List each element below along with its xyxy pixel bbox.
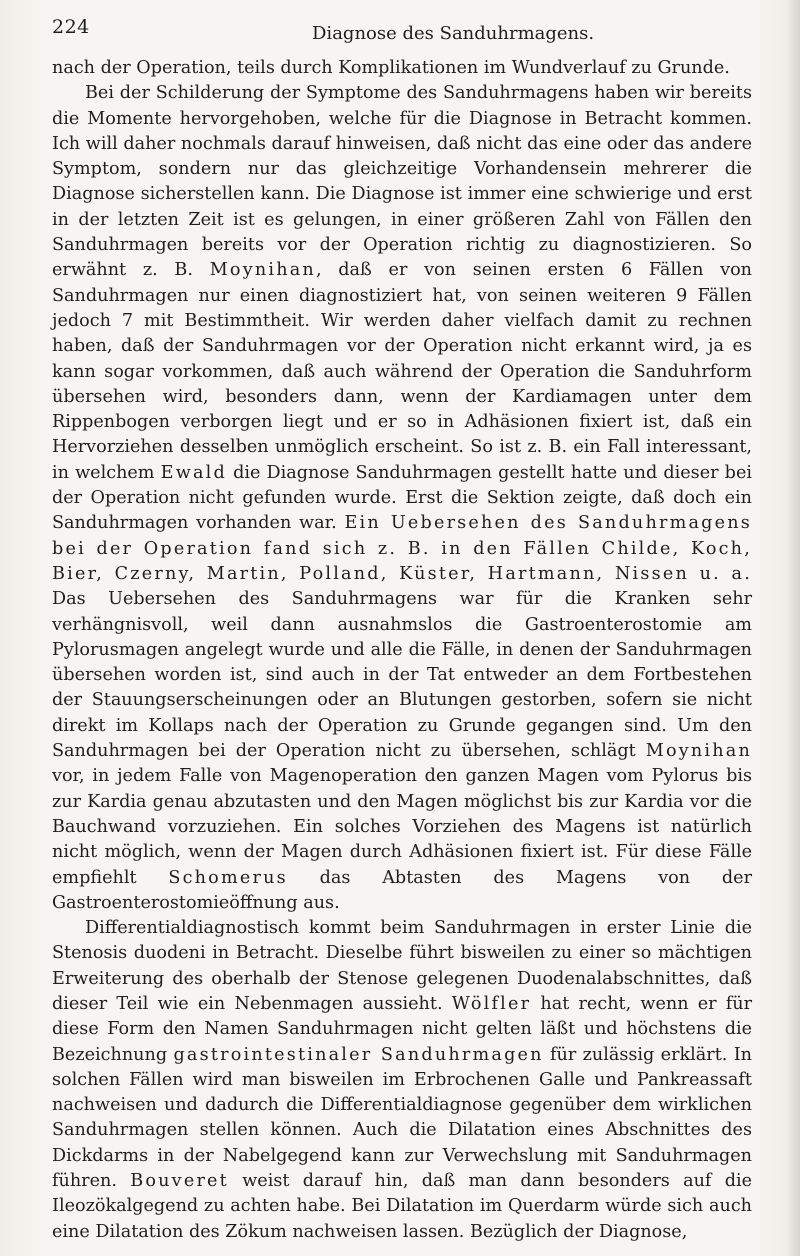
paragraph-text: vor, in jedem Falle von Magenoperation den ganzen Magen vom Pylorus bis zur Kardia genau abzutasten und den Magen möglichst bis zur Kardia vor die Bauchwand vorzuziehen. Ein solches Vorziehen des Magens ist natürlich nicht möglich, wenn der Magen durch Adhäsionen fixiert ist. Für diese Fälle empfiehlt xyxy=(52,766,752,888)
paragraph xyxy=(52,916,752,1245)
paragraph-text: die Diagnose Sanduhrmagen gestellt hatte und dieser bei der Operation nicht gefunden wurde. Erst die Sektion zeigte, daß doch ein Sanduhrmagen vorhanden war. xyxy=(52,462,752,534)
paragraph-text: Differentialdiagnostisch kommt beim Sanduhrmagen in erster Linie die Stenosis duodeni in Betracht. Dieselbe führt bisweilen zu einer so mächtigen Erweiterung des oberhalb der Stenose gelegenen Duodenalabschnittes, daß dieser Teil wie ein Nebenmagen aussieht. xyxy=(52,918,752,1014)
page-number: 224 xyxy=(52,16,90,38)
spaced-name-text: Bouveret xyxy=(130,1171,229,1192)
paragraph xyxy=(52,56,752,81)
running-head: Diagnose des Sanduhrmagens. xyxy=(312,23,595,44)
paragraph-text: , daß er von seinen ersten 6 Fällen von Sanduhrmagen nur einen diagnostiziert hat, von seinen weiteren 9 Fällen jedoch 7 mit Bestimmtheit. Wir werden daher vielfach damit zu rechnen haben, daß der Sanduhrmagen vor der Operation nicht erkannt wird, ja es kann sogar vorkommen, daß auch während der Operation die Sanduhrform übersehen wird, besonders dann, wenn der Kardiamagen unter dem Rippenbogen verborgen liegt und er so in Adhäsionen fixiert ist, daß ein Hervorziehen desselben unmöglich erscheint. So ist z. B. ein Fall interessant, in welchem xyxy=(52,260,752,483)
spaced-name-text: Schomerus xyxy=(168,867,288,888)
paragraph-text: Das Uebersehen des Sanduhrmagens war für die Kranken sehr verhängnisvoll, weil dann ausnahmslos die Gastroenterostomie am Pylorusmagen angelegt wurde und alle die Fälle, in denen der Sanduhrmagen übersehen worden ist, sind auch in der Tat entweder an dem Fortbestehen der Stauungserscheinungen oder an Blutungen gestorben, sofern sie nicht direkt im Kollaps nach der Operation zu Grunde gegangen sind. Um den Sanduhrmagen bei der Operation nicht zu übersehen, schlägt xyxy=(52,589,752,762)
page-header xyxy=(52,16,752,52)
spaced-name-text: gastrointestinaler Sanduhrmagen xyxy=(173,1044,544,1065)
spaced-name-text: Ein Uebersehen des Sanduhrmagens bei der Operation fand sich z. B. in den Fällen Childe, Koch, Bier, Czerny, Martin, Polland, Küster, Hartmann, Nissen u. a. xyxy=(52,513,752,584)
paragraph-text: das Abtasten des Magens von der Gastroenterostomieöffnung aus. xyxy=(52,867,752,913)
paragraph-text: hat recht, wenn er für diese Form den Namen Sanduhrmagen nicht gelten läßt und höchstens die Bezeichnung xyxy=(52,993,752,1065)
spaced-name-text: Moynihan xyxy=(645,741,752,762)
body-text xyxy=(52,56,752,1245)
spaced-name-text: Wölfler xyxy=(451,993,532,1014)
paragraph-text: für zulässig erklärt. In solchen Fällen wird man bisweilen im Erbrochenen Galle und Pankreassaft nachweisen und dadurch die Differentialdiagnose gegenüber dem wirklichen Sanduhrmagen stellen können. Auch die Dilatation eines Abschnittes des Dickdarms in der Nabelgegend kann zur Verwechslung mit Sanduhrmagen führen. xyxy=(52,1044,752,1192)
paragraph xyxy=(52,81,752,916)
paragraph-text: weist darauf hin, daß man dann besonders auf die Ileozökalgegend zu achten habe. Bei Dilatation im Querdarm würde sich auch eine Dilatation des Zökum nachweisen lassen. Bezüglich der Diagnose, xyxy=(52,1171,753,1242)
paragraph-text: nach der Operation, teils durch Komplikationen im Wundverlauf zu Grunde. xyxy=(52,58,730,78)
spaced-name-text: Ewald xyxy=(160,462,227,483)
spaced-name-text: Moynihan xyxy=(209,260,316,281)
paragraph-text: Bei der Schilderung der Symptome des Sanduhrmagens haben wir bereits die Momente hervorgehoben, welche für die Diagnose in Betracht kommen. Ich will daher nochmals darauf hinweisen, daß nicht das eine oder das andere Symptom, sondern nur das gleichzeitige Vorhandensein mehrerer die Diagnose sicherstellen kann. Die Diagnose ist immer eine schwierige und erst in der letzten Zeit ist es gelungen, in einer größeren Zahl von Fällen den Sanduhrmagen bereits vor der Operation richtig zu diagnostizieren. So erwähnt z. B. xyxy=(52,83,752,281)
page-edge-shadow xyxy=(786,0,800,1256)
